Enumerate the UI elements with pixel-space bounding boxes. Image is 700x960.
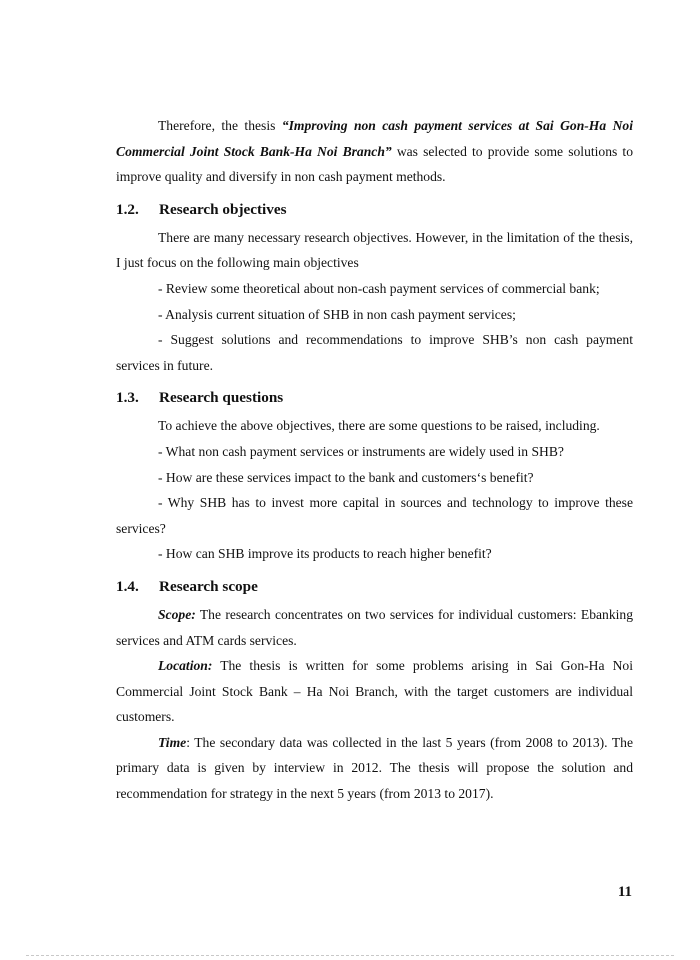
question-item: - Why SHB has to invest more capital in sources and technology to improve these services? [116,495,633,536]
thesis-title: “Improving non cash payment services at Sai Gon-Ha Noi Commercial Joint Stock Bank-Ha Noi Branch” [116,118,633,159]
intro-paragraph [116,113,633,190]
objectives-intro: There are many necessary research objectives. However, in the limitation of the thesis, I just focus on the following main objectives [116,229,633,271]
question-item: - How are these services impact to the bank and customers‘s benefit? [158,469,534,485]
section-title: Research scope [159,577,258,595]
term-text: The thesis is written for some problems arising in Sai Gon-Ha Noi Commercial Joint Stock Bank – Ha Noi Branch, with the target customers are individual customers. [116,658,633,725]
term-text: The research concentrates on two services for individual customers: Ebanking services and ATM cards services. [116,606,633,648]
intro-suffix: was selected to provide some solutions to improve quality and diversify in non cash payment methods. [116,143,634,185]
term-label: Time [158,734,187,750]
scope-paragraph [116,602,633,653]
section-number: 1.2. [116,200,139,218]
term-text: : The secondary data was collected in the last 5 years (from 2008 to 2013). The primary data is given by interview in 2012. The thesis will propose the solution and recommendation for strategy in the next 5 years (from 2013 to 2017). [116,734,633,802]
section-heading-objectives [116,199,633,221]
objective-item: - Analysis current situation of SHB in non cash payment services; [158,306,516,322]
section-number: 1.4. [116,577,139,595]
objective-item: - Suggest solutions and recommendations to improve SHB’s non cash payment services in future. [116,332,633,373]
term-label: Location: [158,658,213,674]
section-heading-questions [116,387,633,409]
section-heading-scope [116,576,633,598]
section-number: 1.3. [116,389,139,407]
question-item: - What non cash payment services or instruments are widely used in SHB? [158,443,564,459]
term-label: Scope: [158,606,196,622]
objective-item: - Review some theoretical about non-cash payment services of commercial bank; [158,280,600,296]
page-number: 11 [617,884,632,900]
question-item: - How can SHB improve its products to reach higher benefit? [158,546,492,562]
time-paragraph [116,730,633,807]
section-title: Research objectives [159,200,287,218]
page-body [116,113,633,807]
page-bottom-divider [26,955,674,956]
questions-intro: To achieve the above objectives, there are some questions to be raised, including. [158,418,600,434]
section-title: Research questions [159,389,284,407]
location-paragraph [116,653,633,730]
intro-prefix: Therefore, the thesis [158,118,282,133]
